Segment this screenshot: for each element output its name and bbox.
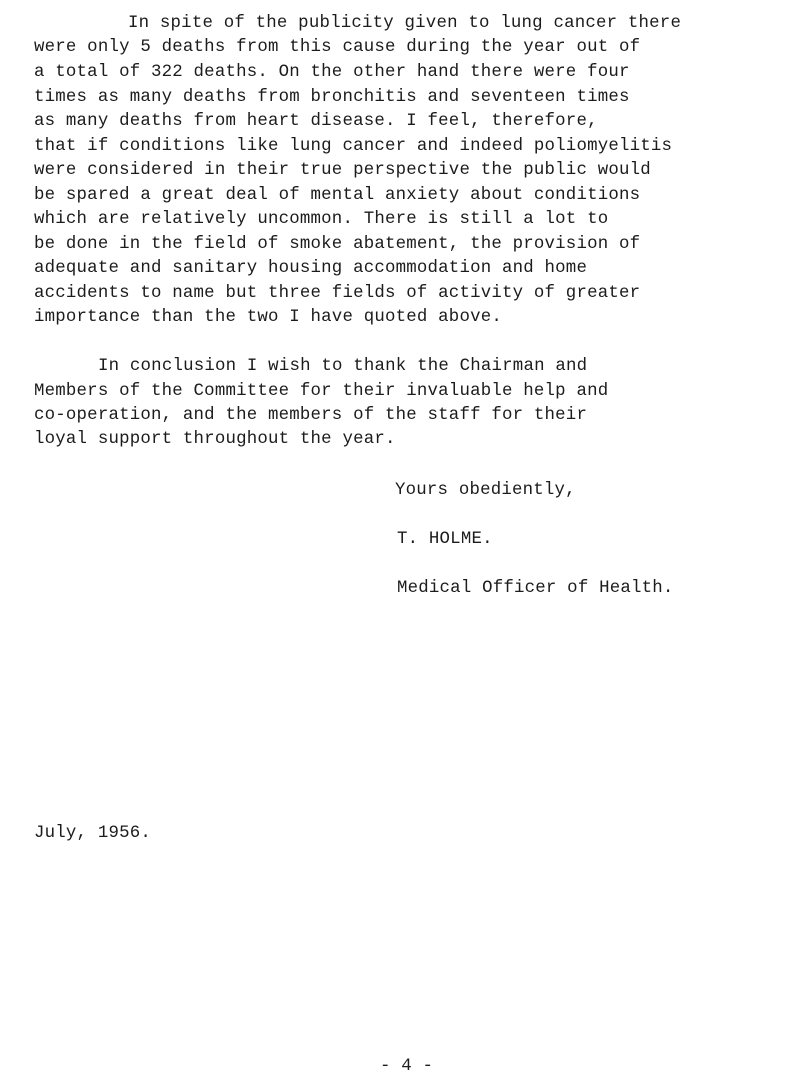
paragraph-line: In conclusion I wish to thank the Chairman and <box>98 357 588 376</box>
paragraph-line: Members of the Committee for their invaluable help and <box>34 382 609 401</box>
letter-date: July, 1956. <box>34 824 151 843</box>
paragraph-line: a total of 322 deaths. On the other hand there were four <box>34 63 630 82</box>
paragraph-line: which are relatively uncommon. There is still a lot to <box>34 210 609 229</box>
paragraph-line: that if conditions like lung cancer and indeed poliomyelitis <box>34 137 673 156</box>
paragraph-line: were considered in their true perspective the public would <box>34 161 651 180</box>
signatory-title: Medical Officer of Health. <box>397 579 674 598</box>
paragraph-line: adequate and sanitary housing accommodation and home <box>34 259 588 278</box>
paragraph-line: times as many deaths from bronchitis and seventeen times <box>34 88 630 107</box>
letter-closing: Yours obediently, <box>395 481 576 500</box>
paragraph-line: In spite of the publicity given to lung cancer there <box>128 14 682 33</box>
paragraph-line: were only 5 deaths from this cause during the year out of <box>34 38 641 57</box>
paragraph-line: importance than the two I have quoted above. <box>34 308 502 327</box>
signature-name: T. HOLME. <box>397 530 493 549</box>
paragraph-line: co-operation, and the members of the staff for their <box>34 406 588 425</box>
paragraph-line: be spared a great deal of mental anxiety about conditions <box>34 186 641 205</box>
paragraph-line: as many deaths from heart disease. I feel, therefore, <box>34 112 598 131</box>
paragraph-line: accidents to name but three fields of activity of greater <box>34 284 641 303</box>
paragraph-line: be done in the field of smoke abatement, the provision of <box>34 235 641 254</box>
paragraph-line: loyal support throughout the year. <box>34 430 396 449</box>
page-number: - 4 - <box>380 1057 434 1076</box>
